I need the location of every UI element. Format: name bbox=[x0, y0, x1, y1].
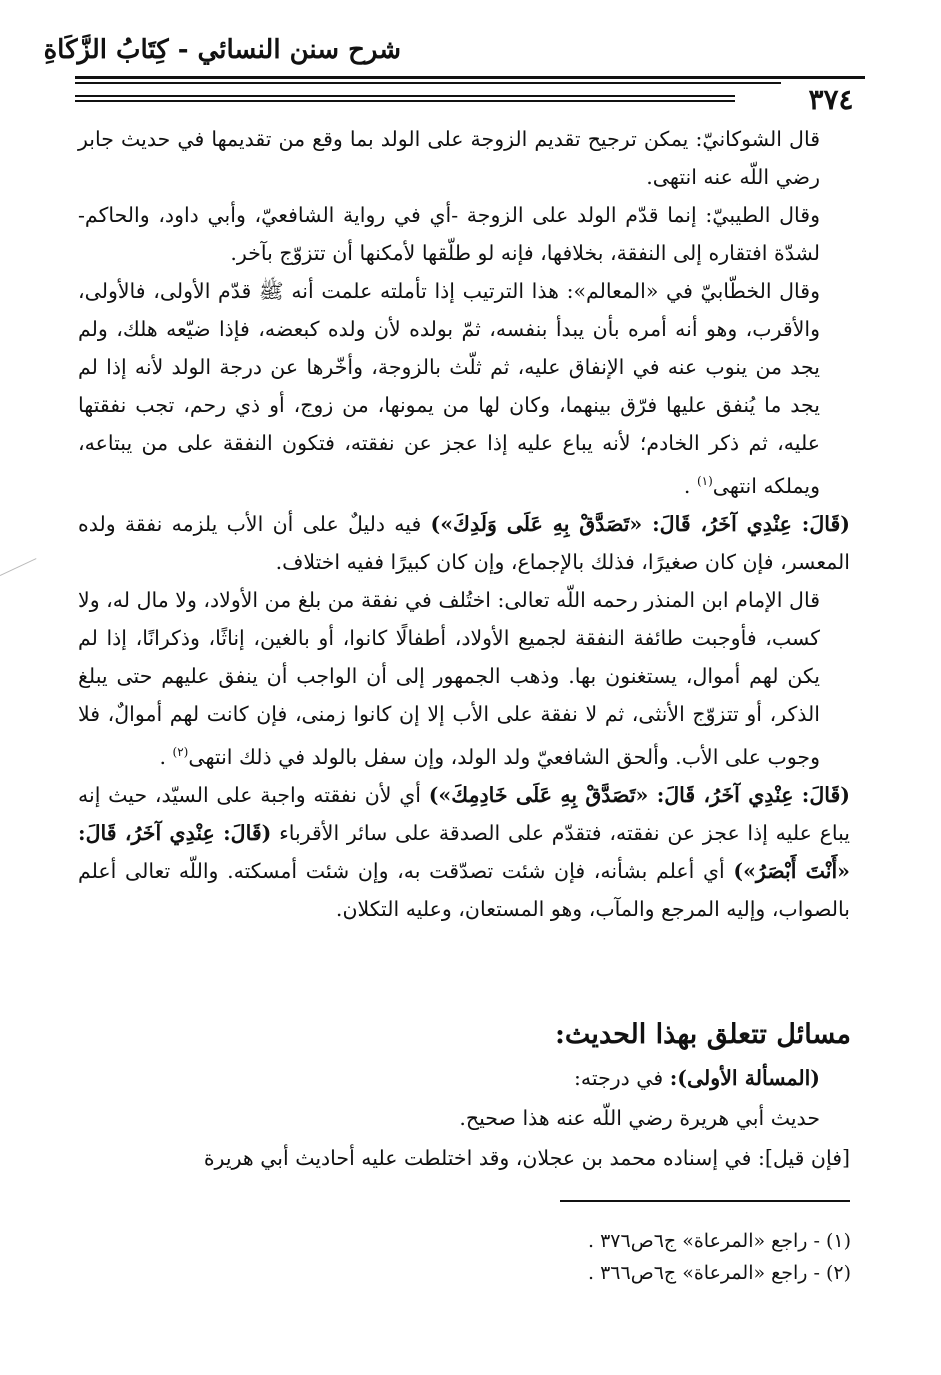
hadith-quote: (قَالَ: عِنْدِي آخَرُ، قَالَ: «تَصَدَّقْ بِهِ عَلَى خَادِمِكَ») bbox=[428, 782, 850, 807]
footnote-ref: (١) bbox=[696, 474, 713, 488]
paragraph-text: قال الإمام ابن المنذر رحمه اللّه تعالى: اختُلف في نفقة من بلغ من الأولاد، ولا مال له، ولا كسب، فأوجبت طائفة النفقة لجميع الأولاد، أطفالًا كانوا، أو بالغين، إناثًا، وذكرانًا، إذا لم يكن لهم أموال، يستغنون بها. وذهب الجمهور إلى أن الواجب أن ينفق عليهم حتى يبلغ الذكر، أو تتزوّج الأنثى، ثم لا نفقة على الأب إلا إن كانوا زمنى، فإن كانت لهم أموالٌ، فلا وجوب على الأب. وألحق الشافعيّ ولد الولد، وإن سفل بالولد في ذلك انتهى bbox=[78, 587, 820, 769]
hadith-quote: (قَالَ: عِنْدِي آخَرُ، قَالَ: «أَنْتَ أَبْصَرُ») bbox=[78, 820, 850, 883]
margin-scan-mark bbox=[0, 558, 36, 576]
objection-label: [فإن قيل]: bbox=[757, 1146, 850, 1170]
section-text bbox=[78, 1058, 850, 1178]
paragraph-tibi: وقال الطيبيّ: إنما قدّم الولد على الزوجة -أي في رواية الشافعيّ، وأبي داود، والحاكم- لشدّة افتقاره إلى النفقة، بخلافها، فإنه لو طلّقها لأمكنها أن تتزوّج بآخر. bbox=[78, 203, 820, 265]
paragraph-text: أي أعلم بشأنه، فإن شئت تصدّقت به، وإن شئت أمسكته. واللّه تعالى أعلم بالصواب، وإليه المرجع والمآب، وهو المستعان، وعليه التكلان. bbox=[78, 858, 850, 921]
question-label: (المسألة الأولى): bbox=[669, 1066, 820, 1090]
footnote-2: (٢) - راجع «المرعاة» ج٦ص٣٦٦ . bbox=[588, 1262, 851, 1284]
paragraph-text: أي لأن نفقته واجبة على السيّد، حيث إنه يباع عليه إذا عجز عن نفقته، فتقدّم على الصدقة على سائر الأقرباء bbox=[78, 782, 850, 845]
paragraph-child-quote bbox=[78, 505, 850, 581]
paragraph-khattabi: وقال الخطّابيّ في «المعالم»: هذا الترتيب إذا تأملته علمت أنه ﷺ قدّم الأولى، فالأولى، والأقرب، وهو أنه أمره بأن يبدأ بنفسه، ثمّ بولده لأن ولده كبعضه، فإذا ضيّعه هلك، ولم يجد من ينوب عنه في الإنفاق عليه، ثم ثلّث بالزوجة، وأخّرها عن درجة الولد لأنه إذا لم يجد ما يُنفق عليها فرّق بينهما، وكان لها من يمونها، من زوج، أو ذي رحم، تجب نفقتها عليه، ثم ذكر الخادم؛ لأنه يباع عليه إذا عجز عن نفقته، فتكون النفقة على من يبتاعه، ويملكه انتهى$^{(١)}$ . bbox=[78, 279, 820, 498]
paragraph-text: وقال الخطّابيّ في «المعالم»: هذا الترتيب إذا تأملته علمت أنه ﷺ قدّم الأولى، فالأولى، والأقرب، وهو أنه أمره بأن يبدأ بنفسه، ثمّ بولده لأن ولده كبعضه، فإذا ضيّعه هلك، ولم يجد من ينوب عنه في الإنفاق عليه، ثم ثلّث بالزوجة، وأخّرها عن درجة الولد لأنه إذا لم يجد ما يُنفق عليها فرّق بينهما، وكان لها من يمونها، من زوج، أو ذي رحم، تجب نفقتها عليه، ثم ذكر الخادم؛ لأنه يباع عليه إذا عجز عن نفقته، فتكون النفقة على من يبتاعه، ويملكه انتهى bbox=[78, 279, 820, 498]
footnote-1: (١) - راجع «المرعاة» ج٦ص٣٧٦ . bbox=[588, 1230, 851, 1252]
objection-line bbox=[78, 1138, 850, 1178]
hadith-quote: (قَالَ: عِنْدِي آخَرُ، قَالَ: «تَصَدَّقْ بِهِ عَلَى وَلَدِكَ») bbox=[430, 511, 850, 536]
header-rule-double bbox=[75, 82, 865, 84]
question-text: في درجته: bbox=[573, 1066, 664, 1090]
page-number-rule bbox=[75, 95, 735, 97]
main-text bbox=[78, 120, 850, 928]
paragraph-text: فيه دليلٌ على أن الأب يلزمه نفقة ولده المعسر، فإن كان صغيرًا، فذلك بالإجماع، وإن كان كبيرًا ففيه اختلاف. bbox=[78, 511, 850, 574]
header-rule bbox=[75, 76, 865, 79]
page-number: ٣٧٤ bbox=[781, 80, 881, 120]
hadith-grade-line: حديث أبي هريرة رضي اللّه عنه هذا صحيح. bbox=[459, 1106, 820, 1130]
footnote-separator bbox=[560, 1200, 850, 1202]
paragraph-servant-quote bbox=[78, 776, 850, 928]
footnotes bbox=[351, 1225, 851, 1289]
objection-text: في إسناده محمد بن عجلان، وقد اختلطت عليه أحاديث أبي هريرة bbox=[203, 1146, 752, 1170]
section-heading: مسائل تتعلق بهذا الحديث: bbox=[554, 1019, 851, 1050]
footnote-ref: (٢) bbox=[172, 744, 189, 759]
paragraph-ibn-mundhir: قال الإمام ابن المنذر رحمه اللّه تعالى: اختُلف في نفقة من بلغ من الأولاد، ولا مال له، ولا كسب، فأوجبت طائفة النفقة لجميع الأولاد، أطفالًا كانوا، أو بالغين، إناثًا، وذكرانًا، إذا لم يكن لهم أموال، يستغنون بها. وذهب الجمهور إلى أن الواجب أن ينفق عليهم حتى يبلغ الذكر، أو تتزوّج الأنثى، ثم لا نفقة على الأب إلا إن كانوا زمنى، فإن كانت لهم أموالٌ، فلا وجوب على الأب. وألحق الشافعيّ ولد الولد، وإن سفل بالولد في ذلك انتهى$^{(٢)}$ . bbox=[78, 587, 820, 769]
paragraph-shawkani: قال الشوكانيّ: يمكن ترجيح تقديم الزوجة على الولد بما وقع من تقديمها في حديث جابر رضي اللّه عنه انتهى. bbox=[78, 127, 820, 189]
running-title: شرح سنن النسائي - كِتَابُ الزَّكَاةِ bbox=[43, 35, 401, 65]
page-number-rule-double bbox=[75, 100, 735, 102]
question-one bbox=[78, 1058, 850, 1098]
